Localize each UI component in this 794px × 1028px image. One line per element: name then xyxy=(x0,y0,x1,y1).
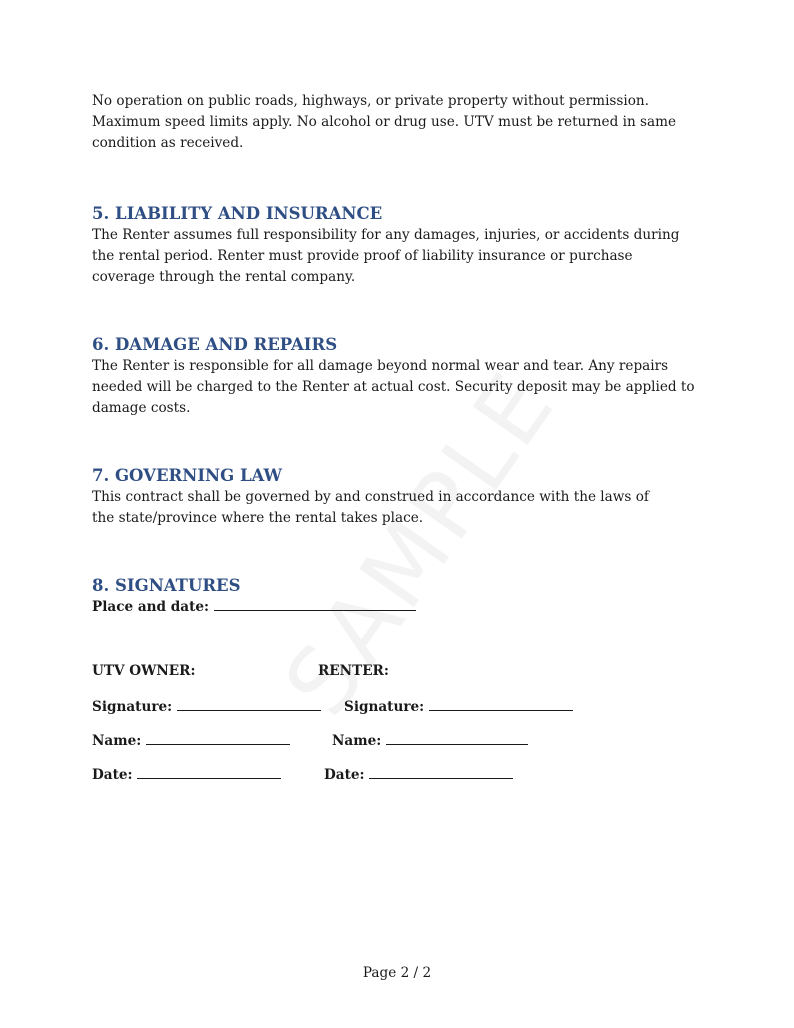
owner-signature-field[interactable] xyxy=(177,697,321,711)
section-heading: 5. LIABILITY AND INSURANCE xyxy=(92,204,383,223)
owner-name-line xyxy=(92,731,290,749)
owner-date-field[interactable] xyxy=(137,765,281,779)
renter-signature-field[interactable] xyxy=(429,697,573,711)
date-label: Date: xyxy=(324,767,365,783)
intro-paragraph: No operation on public roads, highways, or private property without permission. Maximum speed limits apply. No alcohol or drug use. UTV must be returned in same condition as received. xyxy=(92,93,677,151)
signature-label: Signature: xyxy=(92,699,173,715)
document-content xyxy=(92,91,704,786)
renter-name-field[interactable] xyxy=(386,731,528,745)
date-row xyxy=(92,765,704,786)
signature-row xyxy=(92,697,704,718)
name-row xyxy=(92,731,704,752)
date-label: Date: xyxy=(92,767,133,783)
owner-name-field[interactable] xyxy=(146,731,290,745)
owner-signature-line xyxy=(92,697,321,715)
place-and-date-label: Place and date: xyxy=(92,599,210,615)
owner-heading: UTV OWNER: xyxy=(92,663,196,679)
section-damage xyxy=(92,334,704,419)
owner-date-line xyxy=(92,765,281,783)
party-headings-row xyxy=(92,663,704,684)
section-heading: 8. SIGNATURES xyxy=(92,576,241,595)
section-body: The Renter assumes full responsibility for any damages, injuries, or accidents during the rental period. Renter must provide proof of liability insurance or purchase coverage through the rental company. xyxy=(92,227,680,285)
place-and-date-line xyxy=(92,597,704,618)
place-and-date-field[interactable] xyxy=(214,597,416,611)
section-body: The Renter is responsible for all damage beyond normal wear and tear. Any repairs needed will be charged to the Renter at actual cost. Security deposit may be applied to damage costs. xyxy=(92,358,695,416)
renter-date-field[interactable] xyxy=(369,765,513,779)
renter-heading: RENTER: xyxy=(318,663,389,679)
signature-label: Signature: xyxy=(344,699,425,715)
section-liability xyxy=(92,203,704,288)
section-body: This contract shall be governed by and construed in accordance with the laws of the state/province where the rental takes place. xyxy=(92,489,649,526)
renter-date-line xyxy=(324,765,513,783)
page-number: Page 2 / 2 xyxy=(362,965,432,981)
section-heading: 6. DAMAGE AND REPAIRS xyxy=(92,335,338,354)
name-label: Name: xyxy=(332,733,382,749)
name-label: Name: xyxy=(92,733,142,749)
section-governing-law xyxy=(92,465,704,529)
section-signatures xyxy=(92,575,704,786)
renter-signature-line xyxy=(344,697,573,715)
section-heading: 7. GOVERNING LAW xyxy=(92,466,283,485)
renter-name-line xyxy=(332,731,528,749)
